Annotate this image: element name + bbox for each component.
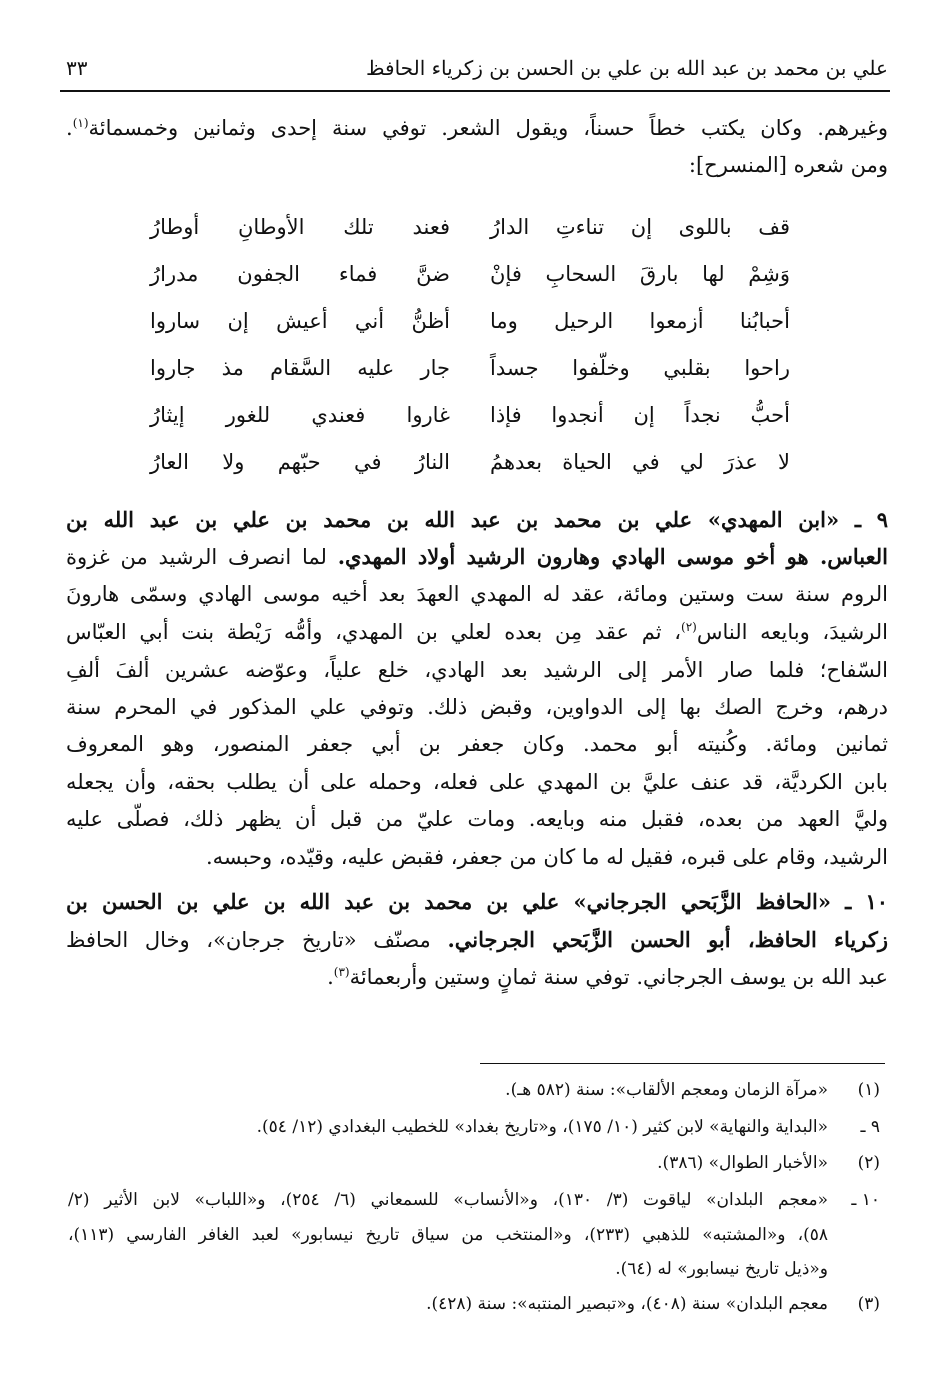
verse-sadr: قف باللوى إن تناءتِ الدارُ (490, 215, 790, 239)
intro-line-2: ومن شعره [المنسرح]: (688, 153, 888, 177)
entry-9-line: درهم، وخرج الصك بها إلى الدواوين، وقبض ذلك. وتوفي علي المذكور في المحرم سنة (66, 695, 888, 719)
verse-ajuz: فعند تلك الأوطانِ أوطارُ (150, 215, 450, 239)
text: . (327, 965, 334, 989)
header-rule (60, 90, 890, 92)
verse-ajuz: ضنَّ فماء الجفون مدرارُ (150, 262, 450, 286)
footnote-text: معجم البلدان» سنة (٤٠٨)، و«تبصير المنتبه»: سنة (٤٢٨). (426, 1294, 828, 1314)
entry-9-line: بابن الكرديَّة، قد عنف عليَّ بن المهدي على فعله، وحمله على أن يطلب بحقه، وأن يجعله (66, 770, 888, 794)
footnote-number: ٩ ـ (860, 1117, 880, 1137)
verse-sadr: لا عذرَ لي في الحياة بعدهمُ (490, 450, 790, 474)
entry-10-line (66, 962, 888, 992)
footnote-ref: (٣) (333, 965, 350, 979)
text: وغيرهم. وكان يكتب خطاً حسناً، ويقول الشعر. توفي سنة إحدى وثمانين وخمسمائة (88, 116, 888, 140)
text: عبد الله بن يوسف الجرجاني. توفي سنة ثمانٍ وستين وأربعمائة (349, 965, 888, 989)
footnote-ref: (٢) (681, 620, 697, 634)
verse-ajuz: غاروا فعندي للغور إيثارُ (150, 403, 450, 427)
entry-9-line (66, 542, 888, 572)
entry-9-line (66, 617, 888, 647)
entry-10-bold: زكرياء الحافظ، أبو الحسن الزَّبَحي الجرجاني. (447, 927, 888, 952)
verse-sadr: أحبابُنا أزمعوا الرحيل وما (490, 309, 790, 333)
footnote-rule (480, 1063, 885, 1064)
entry-9-line: الرشيد، وقام على قبره، فقيل له ما كان من جعفر، فقبض عليه، وقيّده، وحبسه. (205, 845, 888, 869)
verse-ajuz: جار عليه السَّقام مذ جاروا (150, 356, 450, 380)
text: لما انصرف الرشيد من غزوة (66, 545, 338, 569)
footnote-text: «الأخبار الطوال» (٣٨٦). (657, 1153, 828, 1173)
verse-ajuz: النارُ في حبّهم ولا العارُ (150, 450, 450, 474)
footnote-text: «البداية والنهاية» لابن كثير (١٠/ ١٧٥)، و«تاريخ بغداد» للخطيب البغدادي (١٢/ ٥٤). (256, 1117, 828, 1137)
footnote-number: ١٠ ـ (851, 1190, 880, 1210)
entry-10-line (66, 925, 888, 955)
footnote-number: (٣) (857, 1294, 880, 1314)
footnote-number: (٢) (857, 1153, 880, 1173)
header-title: علي بن محمد بن عبد الله بن علي بن الحسن بن زكرياء الحافظ (366, 56, 888, 80)
footnote-ref: (١) (72, 116, 89, 130)
entry-9-line: ٩ ـ «ابن المهدي» علي بن محمد بن عبد الله بن محمد بن علي بن عبد الله بن (66, 507, 888, 532)
text: ، ثم عقد مِن بعده لعلي بن المهدي، وأمُّه رَيْطة بنت أبي العبّاس (66, 620, 682, 644)
verse-ajuz: أظنُّ أني أعيش إن ساروا (150, 309, 450, 333)
text: مصنّف «تاريخ جرجان»، وخال الحافظ (66, 928, 448, 952)
entry-9-line: ثمانين ومائة. وكُنيته أبو محمد. وكان جعفر بن أبي جعفر المنصور، وهو المعروف (66, 732, 888, 756)
entry-9-line: وليَّ العهد من بعده، فقبل منه وبايعه. ومات عليّ من قبل أن يظهر ذلك، فصلّى عليه (66, 807, 888, 831)
verse-sadr: وَشِمْ لها بارقَ السحابِ فإنْ (490, 262, 790, 286)
verse-sadr: أحبُّ نجداً إن أنجدوا فإذا (490, 403, 790, 427)
verse-sadr: راحوا بقلبي وخلّفوا جسداً (490, 356, 790, 380)
text: الرشيدَ، وبايعه الناس (696, 620, 888, 644)
page-number: ٣٣ (66, 56, 88, 80)
footnote-text: «معجم البلدان» لياقوت (٣/ ١٣٠)، و«الأنساب» للسمعاني (٦/ ٢٥٤)، و«اللباب» لابن الأثير (٢/ (68, 1190, 829, 1210)
entry-9-line: السّفاح؛ فلما صار الأمر إلى الرشيد بعد الهادي، خلع علياً، وعوّضه عشرين ألفَ ألفِ (66, 658, 888, 682)
text: . (66, 116, 73, 140)
intro-line-1 (66, 113, 888, 143)
footnote-number: (١) (857, 1080, 880, 1100)
entry-9-bold: العباس. هو أخو موسى الهادي وهارون الرشيد أولاد المهدي. (337, 544, 888, 569)
footnote-text: ٥٨)، و«المشتبه» للذهبي (٢٣٣)، و«المنتخب من سياق تاريخ نيسابور» لعبد الغافر الفارسي (١١٣)، (68, 1225, 828, 1245)
entry-9-line: الروم سنة ست وستين ومائة، عقد له المهدي العهدَ بعد أخيه موسى الهادي وسمّى هارونَ (66, 582, 888, 606)
footnote-text: و«ذيل تاريخ نيسابور» له (٦٤). (615, 1259, 828, 1279)
entry-10-line: ١٠ ـ «الحافظ الزَّبَحي الجرجاني» علي بن محمد بن عبد الله بن علي بن الحسن بن (66, 889, 888, 914)
footnote-text: «مرآة الزمان ومعجم الألقاب»: سنة (٥٨٢ هـ). (505, 1080, 828, 1100)
